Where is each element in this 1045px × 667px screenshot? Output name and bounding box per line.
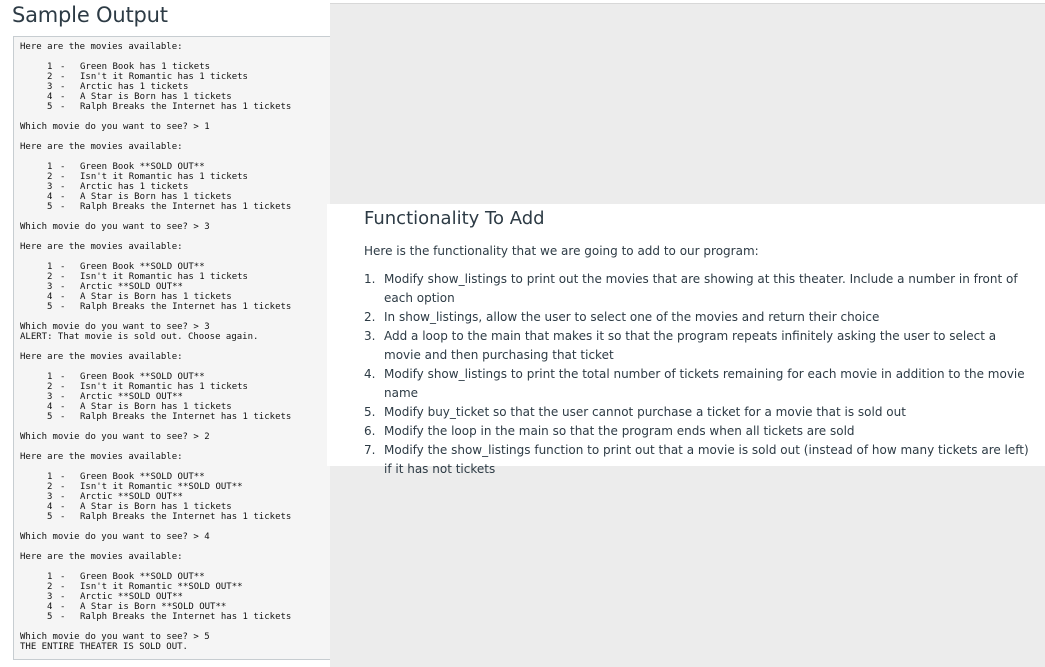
task-text: Modify show_listings to print the total number of tickets remaining for each movie in addition to the movie name [384,367,1025,400]
console-spacer [20,622,330,632]
movie-separator: - [60,172,66,182]
console-line: Which movie do you want to see? > 3 [20,222,210,232]
task-number: 4. [364,367,376,381]
console-spacer [20,252,330,262]
movie-separator: - [60,582,66,592]
movie-number: 1 [47,372,53,382]
movie-number: 2 [47,382,53,392]
movie-entry: Green Book **SOLD OUT** [80,572,205,582]
movie-separator: - [60,292,66,302]
movie-number: 5 [47,102,53,112]
task-item [364,422,1034,441]
movie-entry: Arctic **SOLD OUT** [80,392,183,402]
movie-entry: Green Book **SOLD OUT** [80,262,205,272]
movie-number: 2 [47,172,53,182]
console-line: Here are the movies available: [20,352,183,362]
movie-separator: - [60,402,66,412]
movie-separator: - [60,262,66,272]
task-text: In show_listings, allow the user to select one of the movies and return their choice [384,310,880,324]
movie-list-item [47,282,330,292]
task-text: Modify the show_listings function to print out that a movie is sold out (instead of how many tickets are left) if it has not tickets [384,443,1029,476]
movie-list-item [47,482,330,492]
movie-number: 1 [47,62,53,72]
movie-number: 2 [47,72,53,82]
movie-list-item [47,292,330,302]
task-item [364,403,1034,422]
movie-number: 3 [47,492,53,502]
movie-list-item [47,162,330,172]
movie-separator: - [60,382,66,392]
movie-list-item [47,302,330,312]
movie-number: 4 [47,192,53,202]
movie-list-item [47,92,330,102]
movie-separator: - [60,602,66,612]
task-text: Add a loop to the main that makes it so that the program repeats infinitely asking the user to select a movie and then purchasing that ticket [384,329,997,362]
movie-separator: - [60,102,66,112]
movie-separator: - [60,162,66,172]
console-line: Here are the movies available: [20,552,183,562]
movie-list [47,62,330,112]
movie-entry: Isn't it Romantic **SOLD OUT** [80,482,243,492]
movie-list-item [47,592,330,602]
movie-number: 1 [47,572,53,582]
movie-number: 2 [47,582,53,592]
movie-list-item [47,502,330,512]
movie-separator: - [60,412,66,422]
functionality-panel [327,204,1045,476]
console-spacer [20,232,330,242]
movie-number: 1 [47,472,53,482]
movie-separator: - [60,272,66,282]
intro-text: Here is the functionality that we are going to add to our program: [364,244,759,258]
movie-entry: Arctic **SOLD OUT** [80,492,183,502]
movie-entry: Green Book **SOLD OUT** [80,472,205,482]
movie-separator: - [60,512,66,522]
movie-separator: - [60,492,66,502]
console-spacer [20,132,330,142]
movie-entry: Isn't it Romantic has 1 tickets [80,272,248,282]
movie-separator: - [60,192,66,202]
movie-entry: Arctic has 1 tickets [80,182,189,192]
movie-entry: A Star is Born **SOLD OUT** [80,602,227,612]
movie-separator: - [60,202,66,212]
console-spacer [20,312,330,322]
movie-entry: Ralph Breaks the Internet has 1 tickets [80,512,292,522]
movie-separator: - [60,592,66,602]
task-item [364,327,1034,365]
movie-entry: A Star is Born has 1 tickets [80,192,232,202]
task-item [364,308,1034,327]
console-line: Which movie do you want to see? > 4 [20,532,210,542]
console-spacer [20,362,330,372]
movie-entry: Ralph Breaks the Internet has 1 tickets [80,612,292,622]
task-number: 6. [364,424,376,438]
movie-list [47,572,330,622]
movie-list-item [47,62,330,72]
console-spacer [20,462,330,472]
task-number: 3. [364,329,376,343]
movie-separator: - [60,482,66,492]
movie-separator: - [60,612,66,622]
movie-list-item [47,412,330,422]
movie-separator: - [60,372,66,382]
task-number: 5. [364,405,376,419]
movie-list-item [47,602,330,612]
console-spacer [20,342,330,352]
movie-number: 1 [47,162,53,172]
console-spacer [20,152,330,162]
movie-separator: - [60,282,66,292]
movie-entry: Green Book has 1 tickets [80,62,211,72]
movie-list-item [47,512,330,522]
console-line: Here are the movies available: [20,42,183,52]
movie-list-item [47,172,330,182]
movie-list-item [47,472,330,482]
movie-separator: - [60,502,66,512]
movie-number: 1 [47,262,53,272]
movie-number: 5 [47,612,53,622]
task-number: 2. [364,310,376,324]
movie-number: 5 [47,412,53,422]
page-title: Sample Output [12,3,168,27]
task-number: 1. [364,272,376,286]
console-line: THE ENTIRE THEATER IS SOLD OUT. [20,642,188,652]
movie-list-item [47,82,330,92]
movie-number: 3 [47,282,53,292]
movie-entry: Isn't it Romantic has 1 tickets [80,382,248,392]
console-line: Here are the movies available: [20,242,183,252]
movie-number: 3 [47,392,53,402]
movie-list [47,372,330,422]
movie-entry: Arctic **SOLD OUT** [80,592,183,602]
movie-list-item [47,272,330,282]
movie-entry: A Star is Born has 1 tickets [80,402,232,412]
movie-list-item [47,492,330,502]
movie-entry: Ralph Breaks the Internet has 1 tickets [80,302,292,312]
movie-number: 3 [47,182,53,192]
movie-entry: A Star is Born has 1 tickets [80,502,232,512]
movie-number: 5 [47,512,53,522]
task-text: Modify buy_ticket so that the user cannot purchase a ticket for a movie that is sold out [384,405,906,419]
console-spacer [20,212,330,222]
console-output [13,36,330,660]
movie-list-item [47,262,330,272]
movie-list [47,262,330,312]
movie-separator: - [60,182,66,192]
movie-list [47,162,330,212]
movie-separator: - [60,62,66,72]
console-line: Which movie do you want to see? > 3 [20,322,210,332]
movie-entry: Ralph Breaks the Internet has 1 tickets [80,412,292,422]
movie-entry: A Star is Born has 1 tickets [80,292,232,302]
movie-separator: - [60,302,66,312]
movie-number: 4 [47,402,53,412]
movie-number: 2 [47,272,53,282]
console-spacer [20,542,330,552]
task-text: Modify show_listings to print out the movies that are showing at this theater. Include a number in front of each option [384,272,1018,305]
movie-number: 5 [47,302,53,312]
movie-list [47,472,330,522]
movie-entry: Ralph Breaks the Internet has 1 tickets [80,102,292,112]
task-item [364,270,1034,308]
task-item [364,441,1034,479]
console-line: Which movie do you want to see? > 2 [20,432,210,442]
movie-number: 4 [47,602,53,612]
movie-number: 4 [47,502,53,512]
console-spacer [20,652,330,660]
movie-entry: Isn't it Romantic **SOLD OUT** [80,582,243,592]
movie-list-item [47,182,330,192]
movie-number: 4 [47,92,53,102]
movie-number: 5 [47,202,53,212]
task-item [364,365,1034,403]
console-line: Which movie do you want to see? > 1 [20,122,210,132]
movie-list-item [47,382,330,392]
task-number: 7. [364,443,376,457]
task-list [364,270,1034,479]
movie-number: 3 [47,82,53,92]
movie-list-item [47,202,330,212]
console-line: ALERT: That movie is sold out. Choose again. [20,332,259,342]
movie-list-item [47,572,330,582]
movie-entry: Arctic **SOLD OUT** [80,282,183,292]
task-text: Modify the loop in the main so that the program ends when all tickets are sold [384,424,855,438]
movie-list-item [47,392,330,402]
movie-entry: Isn't it Romantic has 1 tickets [80,72,248,82]
console-spacer [20,422,330,432]
console-line: Here are the movies available: [20,142,183,152]
console-spacer [20,562,330,572]
sample-output-pane [0,0,330,667]
section-title: Functionality To Add [364,208,545,229]
movie-separator: - [60,392,66,402]
console-spacer [20,522,330,532]
console-line: Here are the movies available: [20,452,183,462]
movie-entry: Green Book **SOLD OUT** [80,162,205,172]
console-spacer [20,112,330,122]
movie-separator: - [60,92,66,102]
movie-number: 2 [47,482,53,492]
movie-separator: - [60,572,66,582]
console-spacer [20,52,330,62]
movie-list-item [47,372,330,382]
movie-list-item [47,612,330,622]
movie-list-item [47,102,330,112]
movie-list-item [47,402,330,412]
movie-entry: Arctic has 1 tickets [80,82,189,92]
console-line: Which movie do you want to see? > 5 [20,632,210,642]
movie-entry: Ralph Breaks the Internet has 1 tickets [80,202,292,212]
movie-list-item [47,192,330,202]
movie-entry: Isn't it Romantic has 1 tickets [80,172,248,182]
movie-separator: - [60,72,66,82]
movie-list-item [47,582,330,592]
console-spacer [20,442,330,452]
movie-entry: Green Book **SOLD OUT** [80,372,205,382]
movie-list-item [47,72,330,82]
movie-number: 3 [47,592,53,602]
movie-separator: - [60,82,66,92]
movie-separator: - [60,472,66,482]
movie-entry: A Star is Born has 1 tickets [80,92,232,102]
movie-number: 4 [47,292,53,302]
